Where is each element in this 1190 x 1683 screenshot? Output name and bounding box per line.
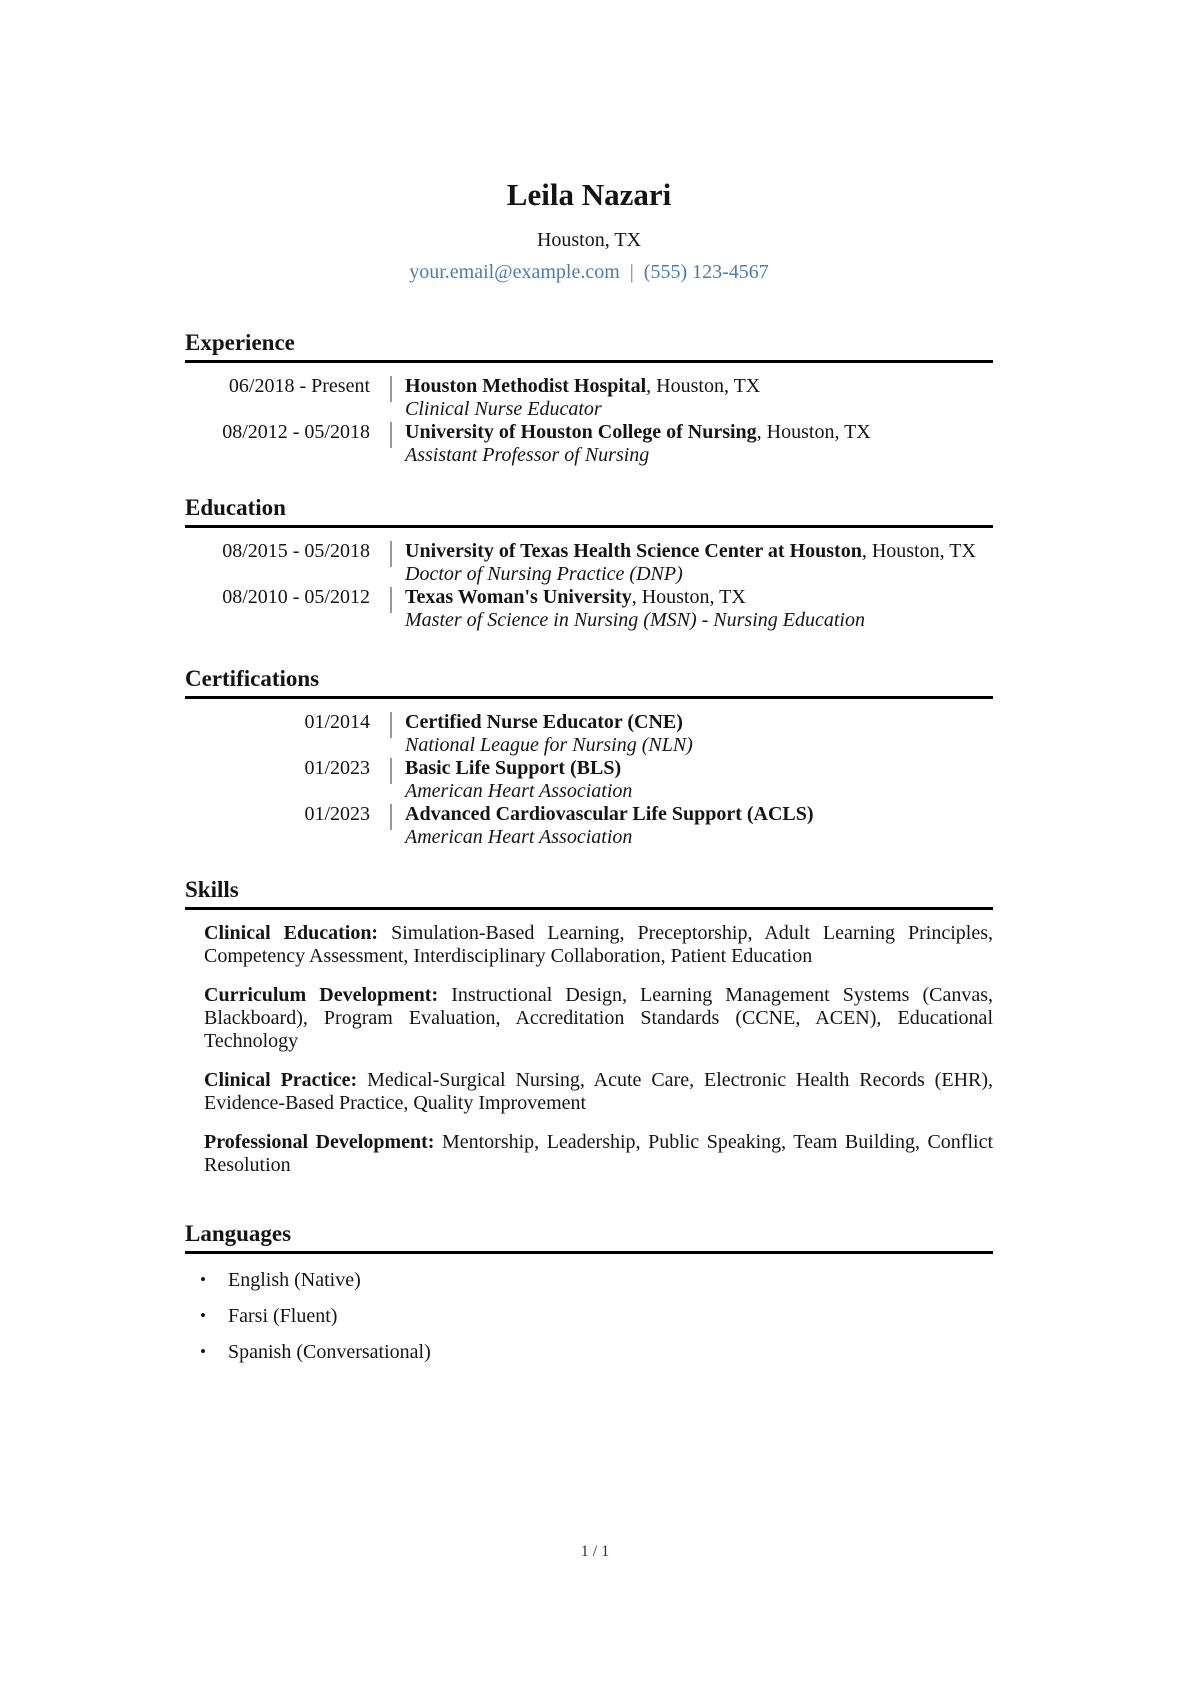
contact-line bbox=[185, 260, 993, 284]
entry-degree: Doctor of Nursing Practice (DNP) bbox=[405, 563, 683, 585]
section-title-experience: Experience bbox=[185, 328, 993, 363]
skill-group bbox=[204, 1069, 993, 1115]
entry-role: Clinical Nurse Educator bbox=[405, 398, 602, 420]
entry-divider bbox=[370, 375, 405, 421]
entry-dates: 08/2015 - 05/2018 bbox=[222, 540, 370, 562]
entry-title-line bbox=[405, 540, 993, 563]
skill-group-items: Medical-Surgical Nursing, Acute Care, Electronic Health Records (EHR), Evidence-Based Practice, Quality Improvement bbox=[204, 1069, 994, 1114]
entry-dates: 06/2018 - Present bbox=[228, 375, 370, 397]
language-item bbox=[185, 1340, 993, 1364]
bullet-icon: • bbox=[200, 1306, 206, 1325]
language-label: Spanish (Conversational) bbox=[228, 1341, 431, 1363]
entry-body bbox=[405, 586, 993, 632]
entry-org: Houston Methodist Hospital bbox=[405, 375, 647, 397]
entry-divider bbox=[370, 421, 405, 467]
entry-dates: 08/2012 - 05/2018 bbox=[222, 421, 370, 443]
phone-link[interactable]: (555) 123-4567 bbox=[643, 261, 769, 283]
entry-title-line bbox=[405, 711, 993, 734]
certification-name: Basic Life Support (BLS) bbox=[405, 757, 622, 779]
entry-title-line bbox=[405, 421, 993, 444]
certification-entry bbox=[185, 757, 993, 803]
entry-title-line bbox=[405, 803, 993, 826]
experience-entry bbox=[185, 375, 993, 421]
entry-degree: Master of Science in Nursing (MSN) - Nursing Education bbox=[405, 609, 865, 631]
skill-group-label: Clinical Practice: bbox=[204, 1069, 358, 1091]
skill-group bbox=[204, 1131, 993, 1177]
entry-role: Assistant Professor of Nursing bbox=[405, 444, 650, 466]
skill-group-label: Clinical Education: bbox=[204, 922, 379, 944]
certification-issuer: National League for Nursing (NLN) bbox=[405, 734, 693, 756]
entry-divider bbox=[370, 711, 405, 757]
entry-body bbox=[405, 421, 993, 467]
education-entries bbox=[185, 540, 993, 632]
entry-divider bbox=[370, 757, 405, 803]
entry-dates: 08/2010 - 05/2012 bbox=[222, 586, 370, 608]
page-number: 1 / 1 bbox=[580, 1543, 610, 1560]
section-title-education: Education bbox=[185, 493, 993, 528]
certification-issuer: American Heart Association bbox=[405, 826, 633, 848]
bullet-icon: • bbox=[200, 1342, 206, 1361]
language-item bbox=[185, 1304, 993, 1328]
entry-dates: 01/2023 bbox=[304, 757, 370, 779]
skill-group-items: Mentorship, Leadership, Public Speaking, Team Building, Conflict Resolution bbox=[204, 1131, 993, 1176]
certification-name: Advanced Cardiovascular Life Support (ACLS) bbox=[405, 803, 814, 825]
certification-name: Certified Nurse Educator (CNE) bbox=[405, 711, 683, 733]
section-title-skills: Skills bbox=[185, 875, 993, 910]
entry-body bbox=[405, 803, 993, 849]
skill-group-label: Curriculum Development: bbox=[204, 984, 439, 1006]
email-link[interactable]: your.email@example.com bbox=[409, 261, 620, 283]
language-item bbox=[185, 1268, 993, 1292]
certification-entries bbox=[185, 711, 993, 849]
entry-org: Texas Woman's University bbox=[405, 586, 632, 608]
section-title-languages: Languages bbox=[185, 1219, 993, 1254]
contact-separator: | bbox=[629, 261, 634, 283]
skills-list bbox=[185, 922, 993, 1177]
education-entry bbox=[185, 540, 993, 586]
languages-list bbox=[185, 1268, 993, 1364]
entry-org: University of Texas Health Science Center at Houston bbox=[405, 540, 862, 562]
certification-issuer: American Heart Association bbox=[405, 780, 633, 802]
entry-dates: 01/2023 bbox=[304, 803, 370, 825]
entry-body bbox=[405, 540, 993, 586]
experience-entry bbox=[185, 421, 993, 467]
entry-title-line bbox=[405, 586, 993, 609]
language-label: Farsi (Fluent) bbox=[228, 1305, 338, 1327]
entry-body bbox=[405, 711, 993, 757]
person-location: Houston, TX bbox=[536, 229, 642, 251]
person-name: Leila Nazari bbox=[506, 177, 672, 212]
entry-divider bbox=[370, 586, 405, 632]
entry-title-line bbox=[405, 375, 993, 398]
certification-entry bbox=[185, 803, 993, 849]
education-entry bbox=[185, 586, 993, 632]
skill-group bbox=[204, 922, 993, 968]
entry-divider bbox=[370, 540, 405, 586]
skill-group bbox=[204, 984, 993, 1053]
entry-org: University of Houston College of Nursing bbox=[405, 421, 757, 443]
entry-body bbox=[405, 757, 993, 803]
bullet-icon: • bbox=[200, 1270, 206, 1289]
certification-entry bbox=[185, 711, 993, 757]
skill-group-items: Instructional Design, Learning Management Systems (Canvas, Blackboard), Program Evaluation, Accreditation Standards (CCNE, ACEN), Educational Technology bbox=[204, 984, 994, 1052]
entry-org-location: , Houston, TX bbox=[631, 586, 746, 608]
entry-dates: 01/2014 bbox=[304, 711, 370, 733]
resume-content bbox=[0, 176, 1190, 1364]
section-title-certifications: Certifications bbox=[185, 664, 993, 699]
skill-group-items: Simulation-Based Learning, Preceptorship, Adult Learning Principles, Competency Assessment, Interdisciplinary Collaboration, Patient Education bbox=[204, 922, 994, 967]
entry-title-line bbox=[405, 757, 993, 780]
experience-entries bbox=[185, 375, 993, 467]
skill-group-label: Professional Development: bbox=[204, 1131, 435, 1153]
entry-org-location: , Houston, TX bbox=[756, 421, 871, 443]
entry-org-location: , Houston, TX bbox=[861, 540, 976, 562]
entry-divider bbox=[370, 803, 405, 849]
entry-body bbox=[405, 375, 993, 421]
entry-org-location: , Houston, TX bbox=[646, 375, 761, 397]
language-label: English (Native) bbox=[228, 1269, 361, 1291]
